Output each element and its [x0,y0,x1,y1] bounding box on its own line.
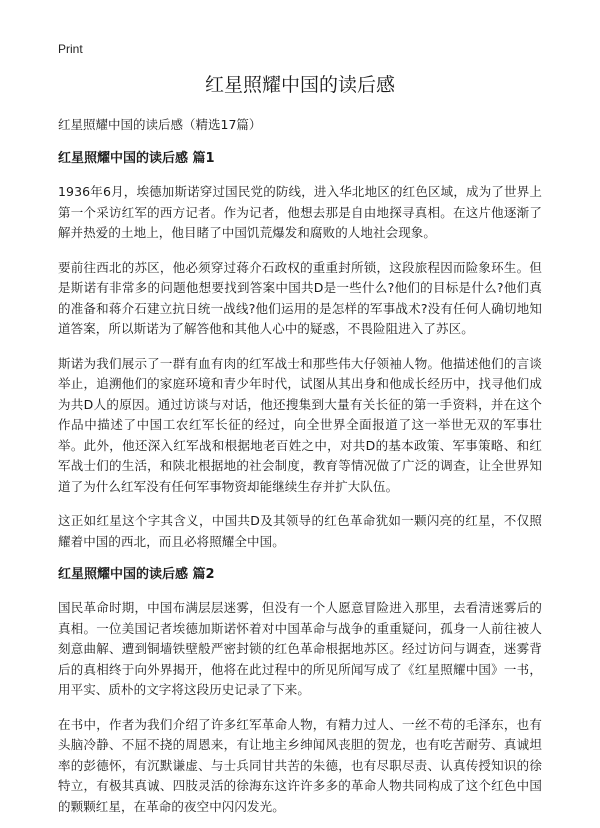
paragraph: 这正如红星这个字其含义，中国共D及其领导的红色革命犹如一颗闪亮的红星，不仅照耀着中国的西北，而且必将照耀全中国。 [58,513,542,549]
section-2 [58,566,542,817]
paragraph: 在书中，作者为我们介绍了许多红军革命人物，有精力过人、一丝不苟的毛泽东，也有头脑冷静、不屈不挠的周恩来，有让地主乡绅闻风丧胆的贺龙，也有吃苦耐劳、真诚坦率的彭德怀，有沉默谦虚、与士兵同甘共苦的朱德，也有尽职尽责、认真传授知识的徐特立，有极其真诚、四肢灵活的徐海东这许许多多的革命人物共同构成了这个红色中国的颗颗红星，在革命的夜空中闪闪发光。 [58,716,542,814]
paragraph: 1936年6月，埃德加斯诺穿过国民党的防线，进入华北地区的红色区域，成为了世界上第一个采访红军的西方记者。作为记者，他想去那是自由地探寻真相。在这片他逐渐了解并热爱的土地上，他目睹了中国饥荒爆发和腐败的人地社会现象。 [58,184,542,240]
document-title: 红星照耀中国的读后感 [204,74,395,96]
section-1 [58,150,542,552]
paragraph: 斯诺为我们展示了一群有血有肉的红军战士和那些伟大仔领袖人物。他描述他们的言谈举止，追溯他们的家庭环境和青少年时代，试图从其出身和他成长经历中，找寻他们成为共D人的原因。通过访谈与对话，他还搜集到大量有关长征的第一手资料，并在这个作品中描述了中国工农红军长征的经过，向全世界全面报道了这一举世无双的军事壮举。此外，他还深入红军战和根据地老百姓之中，对共D的基本政策、军事策略、和红军战士们的生活，和陕北根据地的社会制度，教育等情况做了广泛的调查，让全世界知道了为什么红军没有任何军事物资却能继续生存并扩大队伍。 [58,355,542,494]
print-label: Print [58,42,83,56]
document-subtitle: 红星照耀中国的读后感（精选17篇） [58,117,262,132]
section-heading: 红星照耀中国的读后感 篇1 [58,151,215,166]
paragraph: 国民革命时期，中国布满层层迷雾，但没有一个人愿意冒险进入那里，去看清迷雾后的真相。一位美国记者埃德加斯诺怀着对中国革命与战争的重重疑问，孤身一人前往被人刻意曲解、遭到铜墙铁壁般严密封锁的红色革命根据地苏区。经过访问与调查，迷雾背后的真相终于向外界揭开，他将在此过程中的所见所闻写成了《红星照耀中国》一书，用平实、质朴的文字将这段历史记录了下来。 [58,600,542,697]
section-heading: 红星照耀中国的读后感 篇2 [58,567,215,582]
paragraph: 要前往西北的苏区，他必须穿过蒋介石政权的重重封所锁，这段旅程因而险象环生。但是斯诺有非常多的问题他想要找到答案中国共D是一些什么?他们的目标是什么?他们真的准备和蒋介石建立抗日统一战线?他们运用的是怎样的军事战术?没有任何人确切地知道答案，所以斯诺为了解答他和其他人心中的疑惑，不畏险阻进入了苏区。 [58,259,542,336]
